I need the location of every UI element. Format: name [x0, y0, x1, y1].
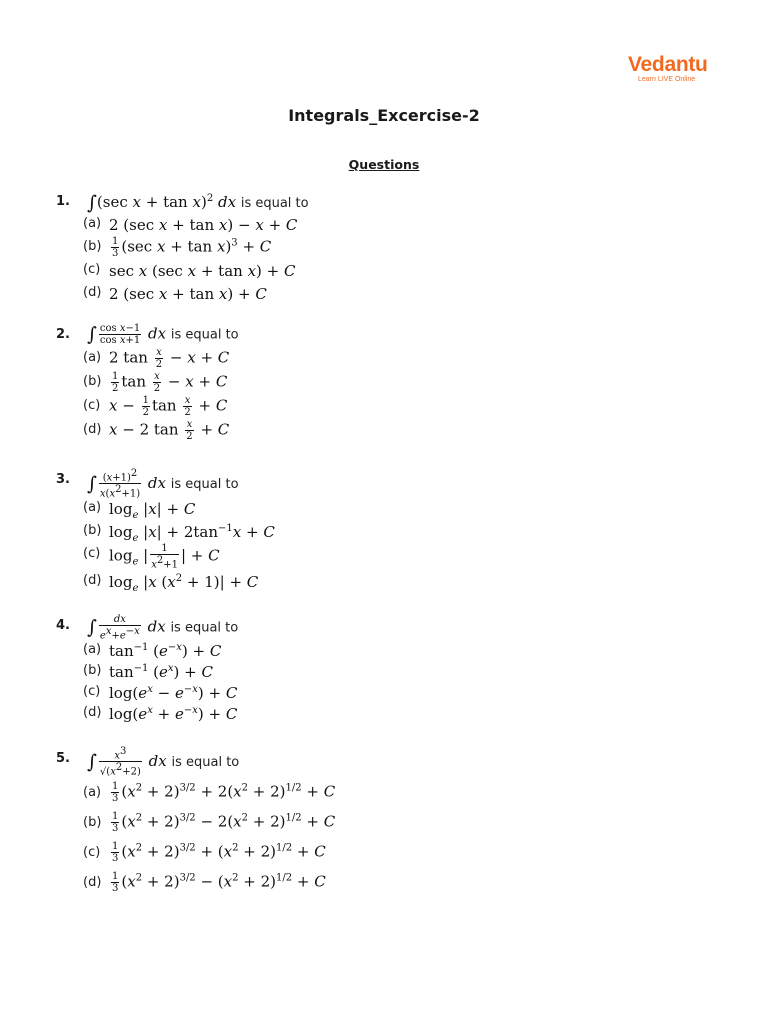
question-stem: ∫ $\frac{\text{cos x−1}}{\text{cos x+1}}$ dx is equal to — [87, 323, 239, 346]
option-label: (a) — [83, 216, 102, 231]
option-label: (c) — [83, 398, 101, 413]
question-number: 3. — [56, 472, 70, 487]
option-label: (b) — [83, 815, 102, 830]
question-stem: ∫ $\frac{dx}{e^x+e^{-x}}$ dx is equal to — [87, 614, 239, 642]
option-label: (a) — [83, 350, 102, 365]
question-stem: ∫(sec x + tan x)$^2$ dx is equal to — [87, 192, 309, 214]
option-expression: $\log_e |x| + C$ — [109, 500, 196, 521]
stem-suffix: is equal to — [240, 196, 309, 211]
option-expression: $\tan^{-1} (e^x) + C$ — [109, 663, 213, 681]
option-label: (a) — [83, 500, 102, 515]
stem-suffix: is equal to — [170, 476, 239, 492]
option-expression: $\tan^{-1} (e^{-x}) + C$ — [109, 642, 222, 660]
option-label: (c) — [83, 845, 101, 860]
option-expression: $\log(e^x - e^{-x}) + C$ — [109, 684, 238, 702]
option-label: (d) — [83, 285, 102, 300]
option-expression: sec x (sec x + tan x) + C — [109, 262, 296, 280]
option-expression: $\log(e^x + e^{-x}) + C$ — [109, 705, 238, 723]
logo-tagline: Learn LIVE Online — [638, 76, 696, 83]
option-label: (a) — [83, 642, 102, 657]
stem-suffix: is equal to — [171, 754, 240, 770]
option-expression: $\frac{1}{3}$ $(x^2 + 2)^{3/2} + (x^2 + 2)^{1/2} + C$ — [112, 841, 326, 864]
option-label: (d) — [83, 573, 102, 588]
option-label: (c) — [83, 546, 101, 561]
logo-brand: Vedantu — [628, 53, 708, 76]
option-label: (d) — [83, 422, 102, 437]
stem-suffix: is equal to — [170, 327, 239, 343]
option-label: (b) — [83, 523, 102, 538]
option-label: (d) — [83, 705, 102, 720]
option-label: (c) — [83, 684, 101, 699]
question-number: 5. — [56, 751, 70, 766]
vedantu-logo — [628, 54, 712, 84]
option-label: (d) — [83, 875, 102, 890]
stem-suffix: is equal to — [170, 620, 239, 636]
option-expression: $\frac{1}{3}$ (sec x + tan x)$^3$ + C — [112, 236, 272, 259]
option-expression: 2 tan $\frac{x}{2}$ − x + C — [109, 347, 230, 370]
page-title: Integrals_Excercise-2 — [288, 106, 480, 125]
option-expression: 2 (sec x + tan x) + C — [109, 285, 267, 303]
option-expression: $\frac{1}{3}$ $(x^2 + 2)^{3/2} + 2(x^2 + 2)^{1/2} + C$ — [112, 781, 336, 804]
question-number: 4. — [56, 618, 70, 633]
option-expression: $\frac{1}{2}$ tan $\frac{x}{2}$ − x + C — [112, 371, 228, 394]
option-expression: x − $\frac{1}{2}$ tan $\frac{x}{2}$ + C — [109, 395, 228, 418]
option-expression: $\log_e |x$ $(x^2 + 1)| + C$ — [109, 573, 259, 594]
option-label: (b) — [83, 239, 102, 254]
option-expression: $\log_e |x| + 2\tan^{-1}x + C$ — [109, 523, 275, 544]
option-label: (b) — [83, 663, 102, 678]
option-label: (c) — [83, 262, 101, 277]
option-label: (b) — [83, 374, 102, 389]
option-expression: x − 2 tan $\frac{x}{2}$ + C — [109, 419, 230, 442]
option-expression: $\frac{1}{3}$ $(x^2 + 2)^{3/2} - 2(x^2 + 2)^{1/2} + C$ — [112, 811, 336, 834]
section-heading: Questions — [348, 157, 420, 172]
question-stem: ∫ $\frac{(x+1)^2}{x(x^2+1)}$ dx is equal to — [87, 468, 239, 500]
question-stem: ∫ $\frac{x^3}{√(x^2+2)}$ dx is equal to — [87, 746, 240, 778]
option-expression: $\log_e$ | $\frac{1}{x^2+1}$ | + C — [109, 543, 220, 571]
option-expression: $\frac{1}{3}$ $(x^2 + 2)^{3/2} - (x^2 + 2)^{1/2} + C$ — [112, 871, 326, 894]
option-expression: 2 (sec x + tan x) − x + C — [109, 216, 298, 234]
question-number: 2. — [56, 327, 70, 342]
option-label: (a) — [83, 785, 102, 800]
question-number: 1. — [56, 194, 70, 209]
